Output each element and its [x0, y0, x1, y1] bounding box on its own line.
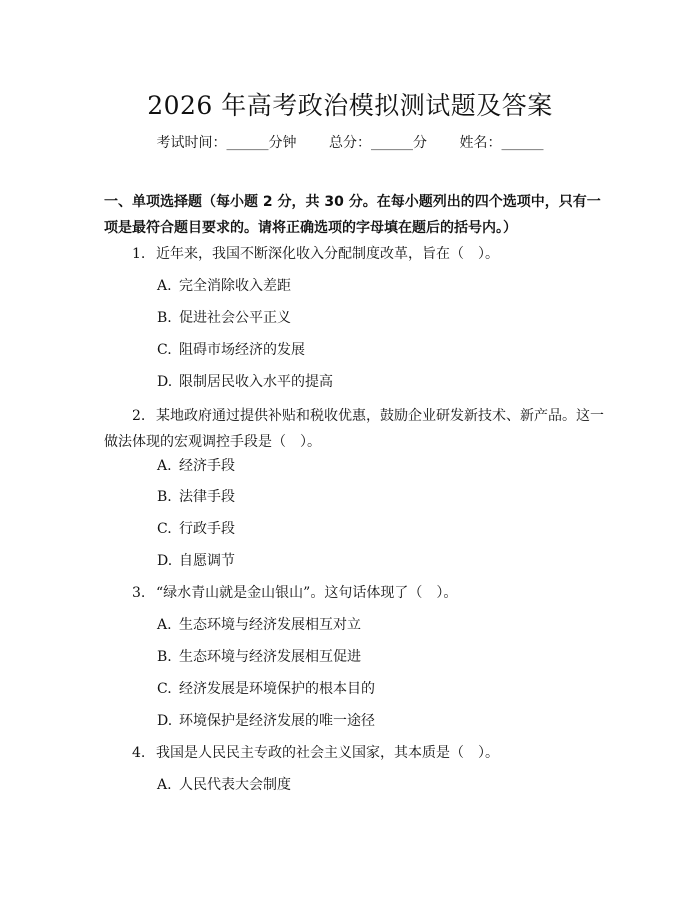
- page-title: 2026 年高考政治模拟测试题及答案: [147, 91, 553, 120]
- option-2d: [157, 551, 235, 571]
- option-letter: C.: [157, 521, 172, 537]
- question-text: “绿水青山就是金山银山”。这句话体现了（ ）。: [156, 585, 458, 601]
- option-letter: D.: [157, 713, 173, 729]
- option-2c: [157, 519, 235, 539]
- option-text: 促进社会公平正义: [179, 310, 291, 326]
- question-4: [104, 740, 604, 766]
- option-2a: [157, 456, 235, 476]
- option-3b: [157, 647, 361, 667]
- exam-time-field: 考试时间：______分钟: [156, 135, 297, 151]
- question-number: 4.: [132, 745, 146, 761]
- option-text: 限制居民收入水平的提高: [179, 374, 333, 390]
- option-3d: [157, 711, 375, 731]
- option-letter: D.: [157, 374, 173, 390]
- option-letter: A.: [157, 458, 172, 474]
- option-text: 自愿调节: [179, 553, 235, 569]
- total-score-field: 总分：______分: [329, 135, 427, 151]
- question-number: 1.: [132, 246, 146, 262]
- question-1: [104, 241, 604, 267]
- option-text: 经济发展是环境保护的根本目的: [179, 681, 375, 697]
- option-text: 完全消除收入差距: [179, 278, 291, 294]
- option-text: 人民代表大会制度: [179, 777, 291, 793]
- question-2: [104, 403, 604, 455]
- option-letter: C.: [157, 342, 172, 358]
- option-text: 阻碍市场经济的发展: [179, 342, 305, 358]
- option-1d: [157, 372, 333, 392]
- option-text: 生态环境与经济发展相互对立: [179, 617, 361, 633]
- option-letter: B.: [157, 649, 172, 665]
- option-letter: A.: [157, 278, 172, 294]
- option-letter: A.: [157, 777, 172, 793]
- option-letter: B.: [157, 489, 172, 505]
- option-text: 环境保护是经济发展的唯一途径: [179, 713, 375, 729]
- exam-meta: [0, 132, 700, 152]
- name-field: 姓名：______: [459, 135, 544, 151]
- option-2b: [157, 487, 235, 507]
- option-letter: A.: [157, 617, 172, 633]
- option-text: 生态环境与经济发展相互促进: [179, 649, 361, 665]
- question-text: 近年来，我国不断深化收入分配制度改革，旨在（ ）。: [156, 246, 499, 262]
- question-text: 某地政府通过提供补贴和税收优惠，鼓励企业研发新技术、新产品。这一做法体现的宏观调控手段是（ ）。: [104, 408, 604, 450]
- question-number: 2.: [132, 408, 146, 424]
- option-1c: [157, 340, 305, 360]
- question-text: 我国是人民民主专政的社会主义国家，其本质是（ ）。: [156, 745, 499, 761]
- question-number: 3.: [132, 585, 146, 601]
- question-3: [104, 580, 604, 606]
- option-letter: D.: [157, 553, 173, 569]
- option-3a: [157, 615, 361, 635]
- option-letter: B.: [157, 310, 172, 326]
- option-1a: [157, 276, 291, 296]
- option-4a: [157, 775, 291, 795]
- option-text: 行政手段: [179, 521, 235, 537]
- section-heading: 一、单项选择题（每小题 2 分，共 30 分。在每小题列出的四个选项中，只有一项是最符合题目要求的。请将正确选项的字母填在题后的括号内。）: [104, 194, 601, 236]
- option-letter: C.: [157, 681, 172, 697]
- option-text: 法律手段: [179, 489, 235, 505]
- option-text: 经济手段: [179, 458, 235, 474]
- option-1b: [157, 308, 291, 328]
- option-3c: [157, 679, 375, 699]
